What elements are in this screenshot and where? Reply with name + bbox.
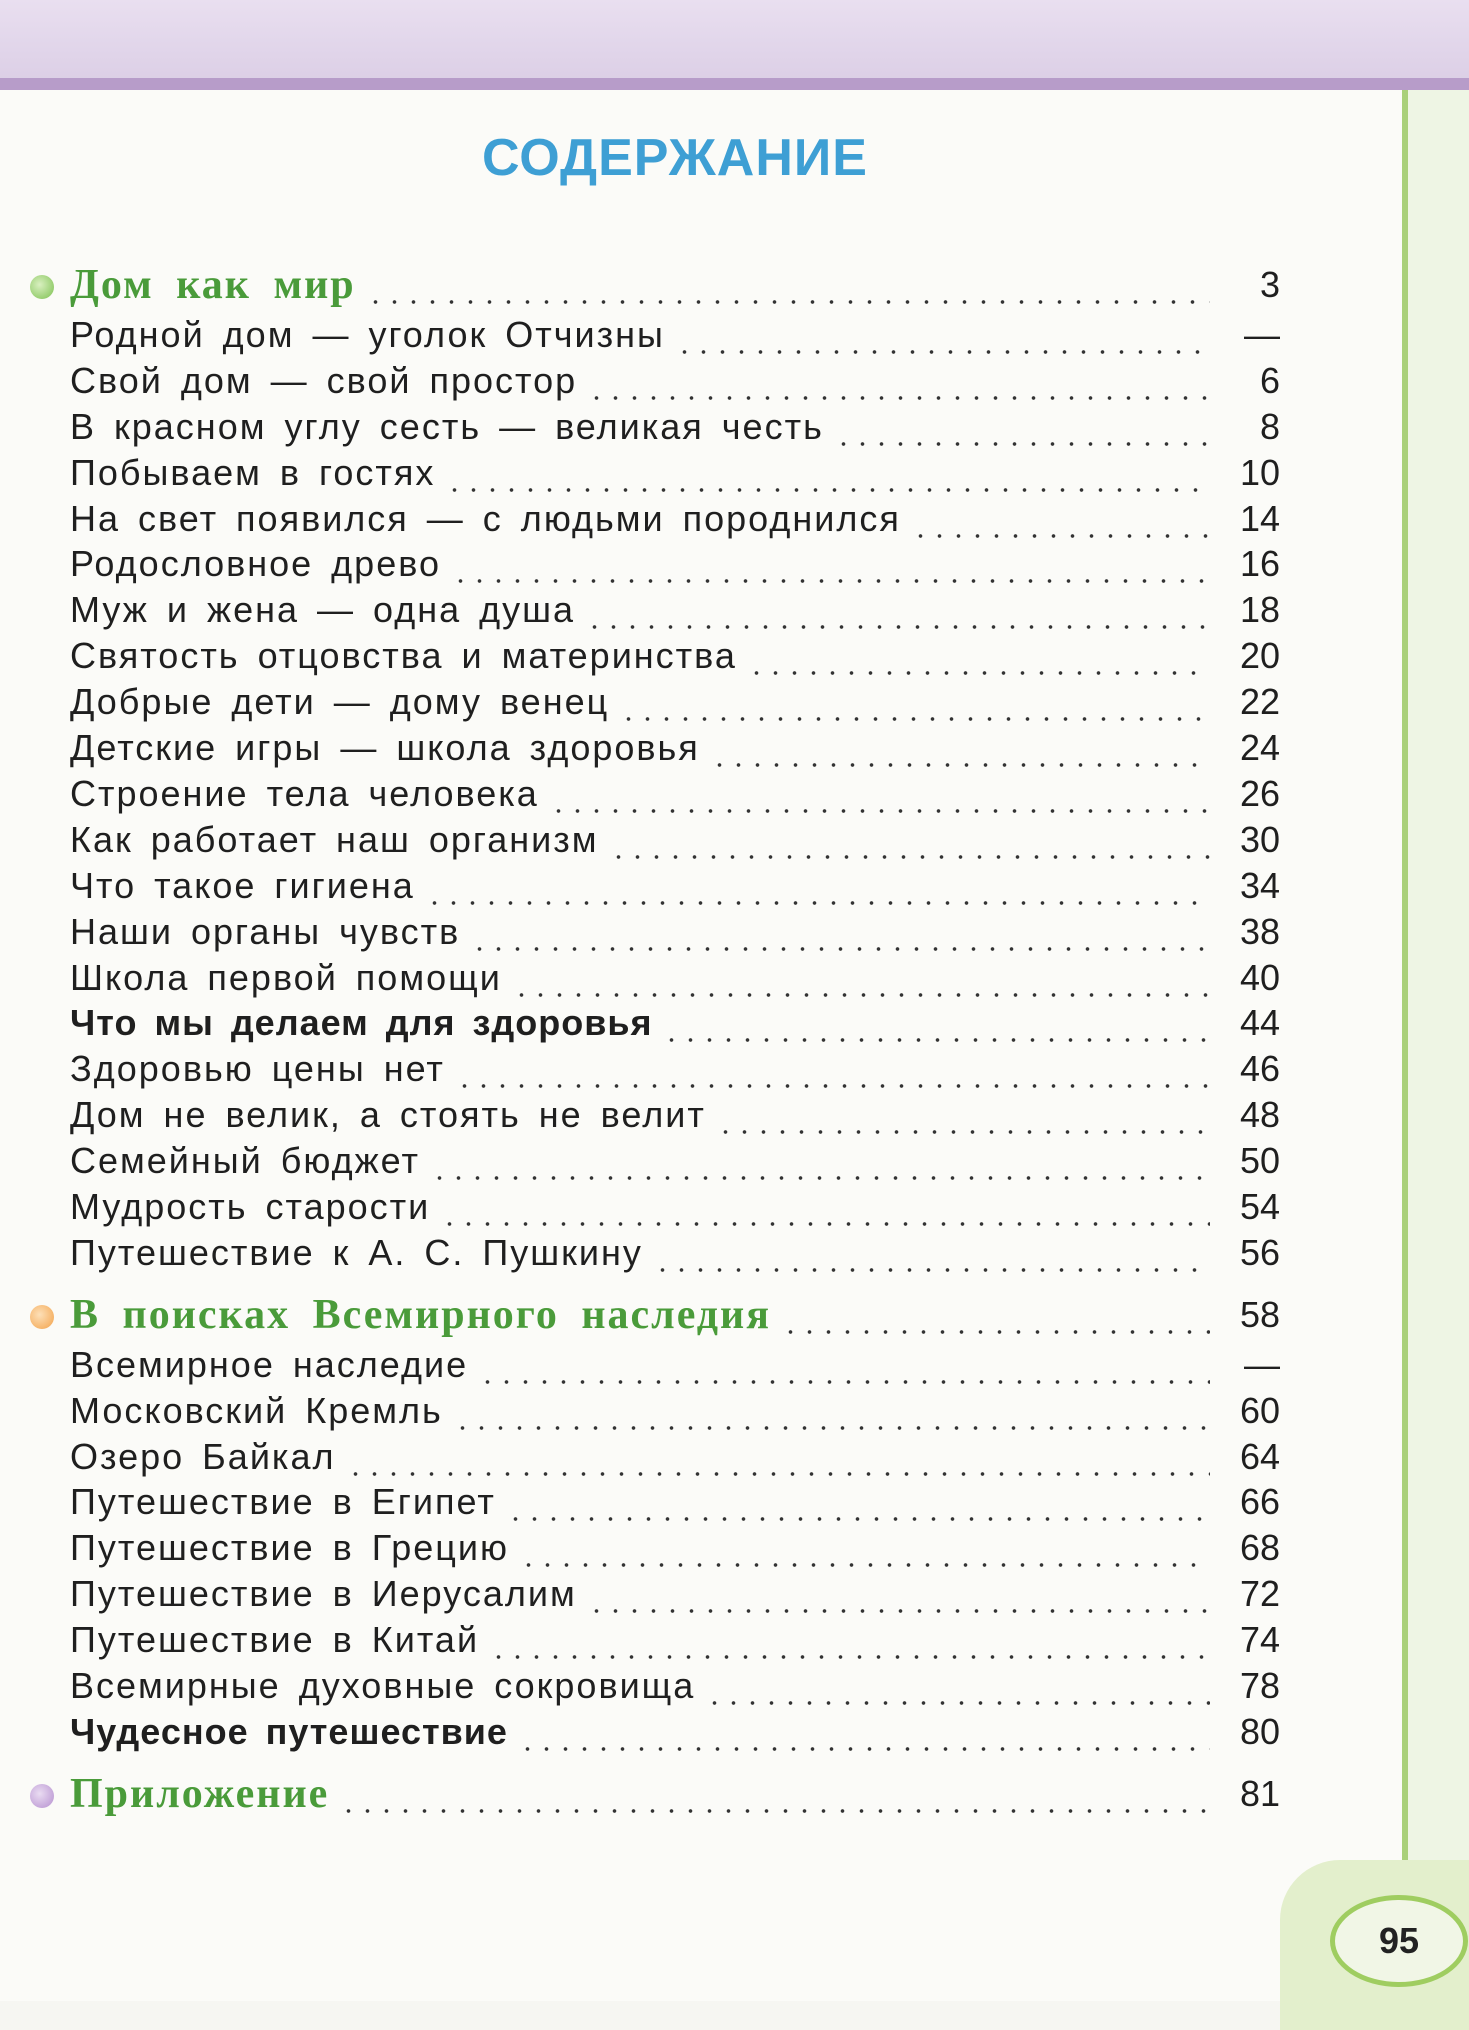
entry-page: 72 <box>1239 1573 1280 1615</box>
toc-entry[interactable] <box>70 725 1280 771</box>
toc-entry[interactable] <box>70 541 1280 587</box>
entry-page: 14 <box>1239 497 1280 539</box>
entry-title: Святость отцовства и материнства <box>70 635 737 677</box>
dot-leader <box>653 1230 1210 1276</box>
toc-entry[interactable] <box>70 679 1280 725</box>
toc-entry[interactable] <box>70 1525 1280 1571</box>
toc-entry[interactable] <box>70 1000 1280 1046</box>
toc-entry[interactable] <box>70 1046 1280 1092</box>
dot-leader <box>675 312 1210 358</box>
dot-leader <box>587 358 1210 404</box>
entry-title: В поисках Всемирного наследия <box>70 1291 771 1338</box>
margin-line <box>1402 90 1408 1910</box>
dot-leader <box>705 1663 1210 1709</box>
entry-page: 48 <box>1239 1094 1280 1136</box>
entry-page: 46 <box>1239 1048 1280 1090</box>
entry-title: Наши органы чувств <box>70 910 461 952</box>
dot-leader <box>911 496 1210 542</box>
dot-leader <box>453 1388 1210 1434</box>
page-title: СОДЕРЖАНИЕ <box>482 129 868 187</box>
toc-entry[interactable] <box>70 1184 1280 1230</box>
entry-page: 66 <box>1239 1481 1280 1523</box>
entry-title: Дом не велик, а стоять не велит <box>70 1094 706 1136</box>
entry-page: 80 <box>1239 1710 1280 1752</box>
entry-page: 60 <box>1239 1389 1280 1431</box>
dot-leader <box>609 817 1211 863</box>
entry-title: Свой дом — свой простор <box>70 359 578 401</box>
toc-entry[interactable] <box>70 633 1280 679</box>
entry-title: Родословное древо <box>70 543 441 585</box>
entry-title: В красном углу сесть — великая честь <box>70 405 824 447</box>
toc-entry[interactable] <box>70 358 1280 404</box>
entry-page: 56 <box>1239 1231 1280 1273</box>
toc-entry[interactable] <box>70 1479 1280 1525</box>
entry-page: 6 <box>1259 359 1280 401</box>
toc-entry[interactable] <box>70 1434 1280 1480</box>
dot-leader <box>425 863 1210 909</box>
toc-entry[interactable] <box>70 1092 1280 1138</box>
dot-leader <box>716 1092 1210 1138</box>
dot-leader <box>512 955 1210 1001</box>
entry-page: 74 <box>1239 1619 1280 1661</box>
dot-leader <box>506 1479 1210 1525</box>
entry-page: 44 <box>1239 1002 1280 1044</box>
entry-title: Мудрость старости <box>70 1186 431 1227</box>
section-heading[interactable] <box>70 1771 1280 1817</box>
entry-page: 68 <box>1239 1527 1280 1569</box>
entry-page: 40 <box>1239 956 1280 998</box>
entry-page: 22 <box>1239 681 1280 723</box>
entry-page: 78 <box>1239 1665 1280 1706</box>
entry-page: 38 <box>1239 910 1280 952</box>
toc-entry[interactable] <box>70 312 1280 358</box>
entry-title: Муж и жена — одна душа <box>70 589 576 631</box>
entry-title: Путешествие к А. С. Пушкину <box>70 1231 643 1273</box>
toc-entry[interactable] <box>70 863 1280 909</box>
dot-leader <box>585 587 1210 633</box>
entry-page: 81 <box>1239 1772 1280 1814</box>
dot-leader <box>440 1184 1210 1230</box>
dot-leader <box>518 1709 1210 1755</box>
entry-title: Детские игры — школа здоровья <box>70 727 700 768</box>
toc-entry[interactable] <box>70 1342 1280 1388</box>
entry-title: Строение тела человека <box>70 772 539 814</box>
toc-entry[interactable] <box>70 1709 1280 1755</box>
entry-page: — <box>1244 313 1280 355</box>
toc-entry[interactable] <box>70 1663 1280 1709</box>
entry-title: Побываем в гостях <box>70 451 436 493</box>
entry-page: — <box>1244 1343 1280 1385</box>
entry-title: Дом как мир <box>70 262 356 308</box>
entry-title: На свет появился — с людьми породнился <box>70 497 901 539</box>
entry-page: 26 <box>1239 772 1280 814</box>
entry-title: Всемирные духовные сокровища <box>70 1665 696 1706</box>
toc-entry[interactable] <box>70 1571 1280 1617</box>
entry-title: Что мы делаем для здоровья <box>70 1002 653 1044</box>
entry-page: 64 <box>1239 1435 1280 1477</box>
entry-title: Московский Кремль <box>70 1389 443 1431</box>
dot-leader <box>478 1342 1210 1388</box>
dot-leader <box>619 679 1210 725</box>
entry-page: 50 <box>1239 1140 1280 1182</box>
entry-title: Озеро Байкал <box>70 1435 336 1477</box>
entry-title: Как работает наш организм <box>70 818 599 860</box>
entry-page: 20 <box>1239 635 1280 677</box>
entry-title: Путешествие в Грецию <box>70 1527 509 1569</box>
toc-entry[interactable] <box>70 909 1280 955</box>
entry-page: 34 <box>1239 864 1280 906</box>
entry-page: 24 <box>1239 727 1280 768</box>
entry-title: Добрые дети — дому венец <box>70 681 610 723</box>
toc-entry[interactable] <box>70 450 1280 496</box>
entry-page: 16 <box>1239 543 1280 585</box>
dot-leader <box>710 725 1210 771</box>
dot-leader <box>366 262 1210 308</box>
entry-title: Всемирное наследие <box>70 1343 469 1385</box>
dot-leader <box>662 1000 1210 1046</box>
entry-page: 58 <box>1239 1293 1280 1335</box>
toc-entry[interactable] <box>70 587 1280 633</box>
toc-entry[interactable] <box>70 404 1280 450</box>
entry-title: Семейный бюджет <box>70 1140 420 1182</box>
entry-title: Путешествие в Египет <box>70 1481 496 1523</box>
entry-title: Приложение <box>70 1770 330 1817</box>
section-heading[interactable] <box>70 1292 1280 1338</box>
section-bullet-icon <box>30 275 54 299</box>
entry-page: 30 <box>1239 818 1280 860</box>
top-stripe <box>0 78 1469 90</box>
entry-page: 10 <box>1239 451 1280 493</box>
dot-leader <box>587 1571 1210 1617</box>
toc-entry[interactable] <box>70 1138 1280 1184</box>
toc-entry[interactable] <box>70 1388 1280 1434</box>
toc-entry[interactable] <box>70 955 1280 1001</box>
dot-leader <box>445 450 1210 496</box>
section-bullet-icon <box>30 1784 54 1808</box>
dot-leader <box>549 771 1210 817</box>
dot-leader <box>489 1617 1210 1663</box>
entry-title: Здоровью цены нет <box>70 1048 445 1090</box>
entry-page: 54 <box>1239 1186 1280 1227</box>
entry-page: 3 <box>1259 264 1280 305</box>
toc-entry[interactable] <box>70 496 1280 542</box>
dot-leader <box>747 633 1210 679</box>
entry-title: Что такое гигиена <box>70 864 415 906</box>
entry-title: Путешествие в Китай <box>70 1619 480 1661</box>
toc-entry[interactable] <box>70 1230 1280 1276</box>
entry-title: Чудесное путешествие <box>70 1710 508 1752</box>
toc-entry[interactable] <box>70 1617 1280 1663</box>
dot-leader <box>455 1046 1210 1092</box>
entry-page: 18 <box>1239 589 1280 631</box>
dot-leader <box>346 1434 1211 1480</box>
entry-title: Школа первой помощи <box>70 956 502 998</box>
toc-entry[interactable] <box>70 771 1280 817</box>
dot-leader <box>451 541 1210 587</box>
dot-leader <box>519 1525 1210 1571</box>
section-bullet-icon <box>30 1305 54 1329</box>
entry-title: Путешествие в Иерусалим <box>70 1573 577 1615</box>
top-band <box>0 0 1469 80</box>
dot-leader <box>430 1138 1210 1184</box>
entry-title: Родной дом — уголок Отчизны <box>70 313 665 355</box>
page-number: 95 <box>1330 1895 1468 1987</box>
dot-leader <box>834 404 1210 450</box>
toc-entry[interactable] <box>70 817 1280 863</box>
dot-leader <box>339 1771 1210 1817</box>
section-heading[interactable] <box>70 262 1280 308</box>
dot-leader <box>470 909 1210 955</box>
dot-leader <box>781 1292 1210 1338</box>
margin-strip <box>1408 90 1469 2001</box>
entry-page: 8 <box>1259 405 1280 447</box>
